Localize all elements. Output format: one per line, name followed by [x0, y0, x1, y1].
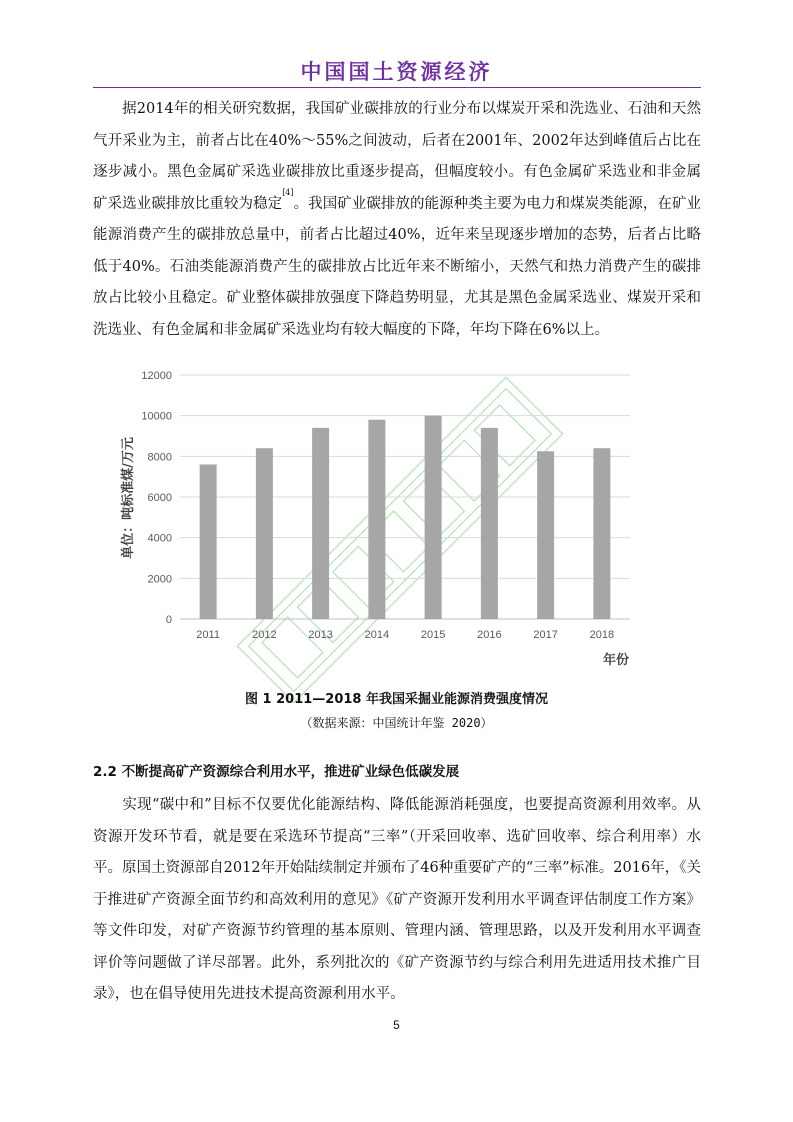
page-number: 5	[393, 1018, 400, 1032]
citation-ref[interactable]: [4]	[282, 187, 294, 197]
chart-gridlines	[180, 375, 630, 619]
bar-2018	[593, 448, 610, 619]
y-tick-label: 8000	[147, 451, 172, 464]
figure-source: （数据来源：中国统计年鉴 2020）	[300, 716, 493, 730]
bar-2012	[256, 448, 273, 619]
y-tick-label: 0	[165, 614, 172, 626]
bar-2016	[481, 428, 498, 619]
figure-caption: 图 1 2011—2018 年我国采掘业能源消费强度情况	[245, 692, 548, 707]
y-tick-label: 12000	[141, 370, 172, 382]
journal-title: 中国国土资源经济	[300, 60, 493, 84]
x-tick-label: 2018	[589, 629, 615, 641]
body-paragraph-2: 实现“碳中和”目标不仅要优化能源结构、降低能源消耗强度，也要提高资源利用效率。从资源开发环节看，就是要在采选环节提高“三率”（开采回收率、选矿回收率、综合利用率）水平。原国土资源部自2012年开始陆续制定并颁布了46种重要矿产的“三率”标准。2016年，《关于推进矿产资源全面节约和高效利用的意见》《矿产资源开发利用水平调查评估制度工作方案》等文件印发，对矿产资源节约管理的基本原则、管理内涵、管理思路，以及开发利用水平调查评价等问题做了详尽部署。此外，系列批次的《矿产资源节约与综合利用先进适用技术推广目录》，也在倡导使用先进技术提高资源利用水平。	[93, 797, 701, 1002]
y-axis-tick-labels	[141, 370, 172, 626]
x-tick-label: 2017	[533, 629, 558, 641]
x-axis-label: 年份	[602, 653, 630, 668]
x-tick-label: 2013	[308, 629, 333, 641]
section-heading: 2.2 不断提高矿产资源综合利用水平，推进矿业绿色低碳发展	[93, 764, 460, 780]
y-tick-label: 4000	[147, 532, 172, 545]
y-tick-label: 2000	[147, 573, 172, 586]
y-axis-label: 单位：吨标准煤/万元	[121, 437, 136, 559]
bar-2015	[425, 416, 442, 619]
body-paragraph-1: 据2014年的相关研究数据，我国矿业碳排放的行业分布以煤炭开采和洗选业、石油和天然气开采业为主，前者占比在40%～55%之间波动，后者在2001年、2002年达到峰值后占比在逐步减小。黑色金属矿采选业碳排放比重逐步提高，但幅度较小。有色金属矿采选业和非金属矿采选业碳排放比重较为稳定[4]。我国矿业碳排放的能源种类主要为电力和煤炭类能源，在矿业能源消费产生的碳排放总量中，前者占比超过40%，近年来呈现逐步增加的态势，后者占比略低于40%。石油类能源消费产生的碳排放占比近年来不断缩小，天然气和热力消费产生的碳排放占比较小且稳定。矿业整体碳排放强度下降趋势明显，尤其是黑色金属采选业、煤炭开采和洗选业、有色金属和非金属矿采选业均有较大幅度的下降，年均下降在6%以上。	[93, 101, 702, 338]
bar-2017	[537, 451, 554, 619]
y-tick-label: 10000	[141, 410, 172, 423]
header-divider	[93, 87, 701, 88]
bar-2011	[200, 464, 217, 619]
x-tick-label: 2015	[420, 629, 446, 641]
x-tick-label: 2016	[477, 629, 502, 641]
y-tick-label: 6000	[147, 492, 172, 504]
bar-2013	[312, 428, 329, 619]
x-tick-label: 2011	[196, 629, 220, 641]
x-axis-tick-labels	[196, 629, 614, 641]
x-tick-label: 2012	[252, 629, 277, 641]
energy-intensity-bar-chart	[100, 358, 660, 678]
chart-bars	[200, 416, 611, 619]
x-tick-label: 2014	[364, 629, 390, 641]
bar-2014	[368, 420, 385, 619]
